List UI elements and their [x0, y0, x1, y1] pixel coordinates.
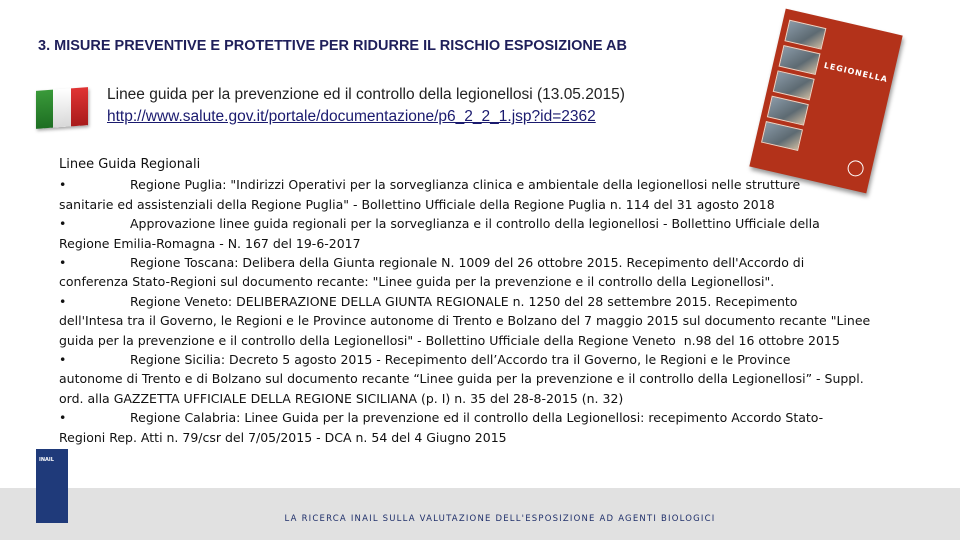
list-item: • Regione Puglia: "Indirizzi Operativi per la sorveglianza clinica e ambientale della legionellosi nelle strutture sanitarie ed assistenziali della Regione Puglia" - Bollettino Ufficiale della Regione Puglia n. 114 del 31 agosto 2018 — [59, 177, 801, 212]
bullet-symbol: • — [59, 177, 67, 193]
regional-guidelines-section — [59, 155, 889, 447]
bullet-symbol: • — [59, 410, 67, 426]
bullet-symbol: • — [59, 216, 67, 232]
list-item: • Regione Veneto: DELIBERAZIONE DELLA GIUNTA REGIONALE n. 1250 del 28 settembre 2015. Recepimento dell'Intesa tra il Governo, le Regioni e le Province autonome di Trento e Bolzano del 7 maggio 2015 sul documento recante "Linee guida per la prevenzione e il controllo della Legionellosi" - Bollettino Ufficiale della Regione Veneto n.98 del 16 ottobre 2015 — [59, 293, 875, 348]
italian-flag-icon — [36, 87, 88, 129]
guideline-link[interactable]: http://www.salute.gov.it/portale/documentazione/p6_2_2_1.jsp?id=2362 — [107, 108, 596, 125]
section-heading: Linee Guida Regionali — [59, 157, 201, 172]
list-item: • Regione Calabria: Linee Guida per la prevenzione ed il controllo della Legionellosi: recepimento Accordo Stato- Regioni Rep. Atti n. 79/csr del 7/05/2015 - DCA n. 54 del 4 Giugno 2015 — [59, 410, 824, 445]
list-item: • Regione Sicilia: Decreto 5 agosto 2015 - Recepimento dell’Accordo tra il Governo, le Regioni e le Province autonome di Trento e di Bolzano sul documento recante “Linee guida per la prevenzione e il controllo della Legionellosi” - Suppl. ord. alla GAZZETTA UFFICIALE DELLA REGIONE SICILIANA (p. I) n. 35 del 28-8-2015 (n. 32) — [59, 352, 868, 406]
guideline-title: Linee guida per la prevenzione ed il controllo della legionellosi (13.05.2015) — [107, 86, 625, 103]
slide-title: 3. MISURE PREVENTIVE E PROTETTIVE PER RIDURRE IL RISCHIO ESPOSIZIONE AB — [38, 38, 627, 54]
list-item: • Regione Toscana: Delibera della Giunta regionale N. 1009 del 26 ottobre 2015. Recepimento dell'Accordo di conferenza Stato-Regioni sul documento recante: "Linee guida per la prevenzione e il controllo della Legionellosi". — [59, 255, 805, 290]
list-item: • Approvazione linee guida regionali per la sorveglianza e il controllo della legionellosi - Bollettino Ufficiale della Regione Emilia-Romagna - N. 167 del 19-6-2017 — [59, 216, 820, 251]
bullet-symbol: • — [59, 255, 67, 271]
bullet-symbol: • — [59, 352, 67, 368]
inail-logo: INAIL — [36, 449, 68, 523]
bullet-symbol: • — [59, 293, 67, 309]
footer-text: LA RICERCA INAIL SULLA VALUTAZIONE DELL'ESPOSIZIONE AD AGENTI BIOLOGICI — [284, 514, 716, 524]
cover-title: LEGIONELLA — [823, 60, 889, 85]
